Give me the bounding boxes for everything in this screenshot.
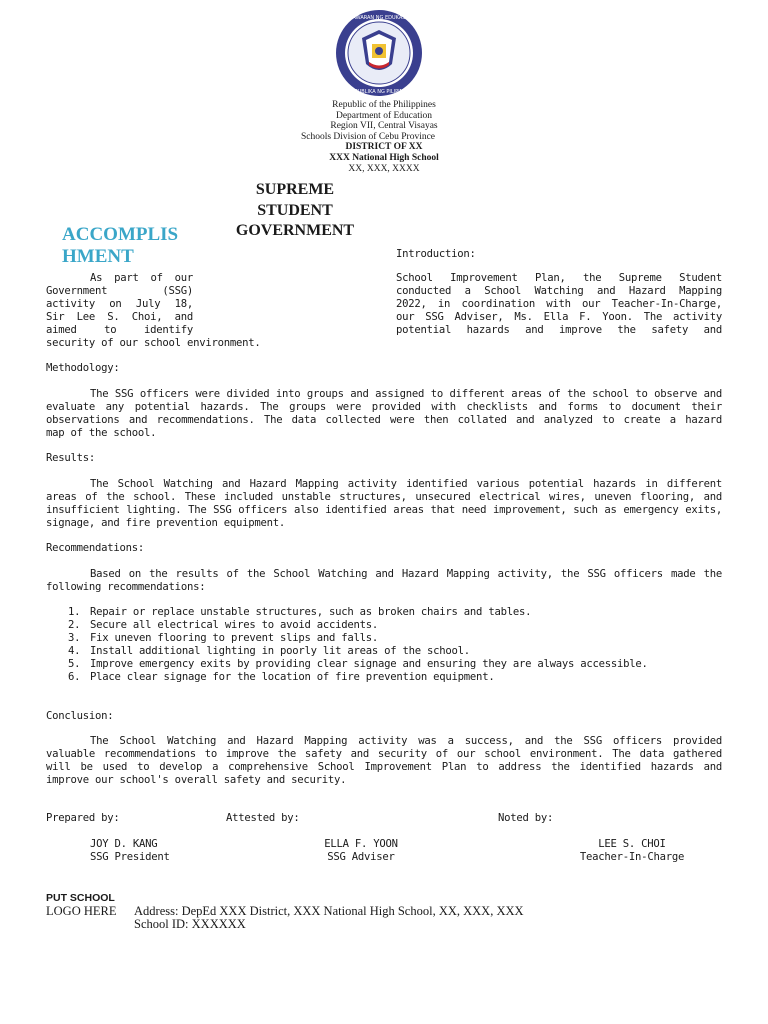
- header-district: DISTRICT OF XX: [345, 142, 423, 153]
- recommendations-intro: Based on the results of the School Watching and Hazard Mapping activity, the SSG officers made the following recommendations:: [46, 568, 722, 593]
- methodology-text: The SSG officers were divided into groups and assigned to different areas of the school to observe and evaluate any potential hazards. The groups were provided with checklists and forms to document their observations and recommendations. The data collected were then collated and analyzed to create a hazard map of the school.: [46, 388, 722, 439]
- list-item: 5. Improve emergency exits by providing clear signage and ensuring they are always accessible.: [68, 658, 648, 670]
- prepared-role: SSG President: [90, 851, 170, 863]
- left-column-text: As part of our Government (SSG) activity on July 18, Sir Lee S. Choi, and aimed to identify: [46, 272, 193, 336]
- list-item: 1. Repair or replace unstable structures, such as broken chairs and tables.: [68, 606, 532, 618]
- recommendations-heading: Recommendations:: [46, 542, 145, 554]
- noted-name: LEE S. CHOI: [598, 838, 666, 850]
- document-title: ACCOMPLIS HMENT: [62, 224, 179, 267]
- header-department: Department of Education: [335, 110, 433, 121]
- introduction-heading: Introduction:: [396, 248, 476, 260]
- deped-seal-icon: [334, 8, 424, 98]
- recommendations-list: [46, 606, 722, 684]
- header-division: Schools Division of Cebu Province: [300, 131, 436, 142]
- list-item: 6. Place clear signage for the location of fire prevention equipment.: [68, 671, 495, 683]
- list-item: 2. Secure all electrical wires to avoid accidents.: [68, 619, 379, 631]
- attested-by-label: Attested by:: [226, 812, 300, 824]
- noted-by-label: Noted by:: [498, 812, 554, 824]
- results-text: The School Watching and Hazard Mapping activity identified various potential hazards in different areas of the school. These included unstable structures, unsecured electrical wires, uneven flooring, and insufficient lighting. The SSG officers also identified areas that need improvement, such as emergency exits, signage, and fire prevention equipment.: [46, 478, 722, 529]
- left-column-last: security of our school environment.: [46, 337, 261, 349]
- conclusion-text: The School Watching and Hazard Mapping activity was a success, and the SSG officers provided valuable recommendations to improve the safety and security of our school environment. The data gathered will be used to develop a comprehensive School Improvement Plan to address the identified hazards and improve our school's overall safety and security.: [46, 735, 722, 786]
- prepared-by-label: Prepared by:: [46, 812, 120, 824]
- prepared-name: JOY D. KANG: [90, 838, 158, 850]
- footer-school-id: School ID: XXXXXX: [134, 917, 246, 931]
- attested-name: ELLA F. YOON: [324, 838, 398, 850]
- list-item: 4. Install additional lighting in poorly lit areas of the school.: [68, 645, 470, 657]
- list-item: 3. Fix uneven flooring to prevent slips and falls.: [68, 632, 379, 644]
- conclusion-heading: Conclusion:: [46, 710, 114, 722]
- introduction-text: School Improvement Plan, the Supreme Student conducted a School Watching and Hazard Mapping 2022, in coordination with our Teacher-In-Charge, our SSG Adviser, Ms. Ella F. Yoon. The activity potential hazards and improve the safety and: [396, 272, 722, 336]
- svg-text:REPUBLIKA NG PILIPINAS: REPUBLIKA NG PILIPINAS: [348, 89, 410, 95]
- header-address: XX, XXX, XXXX: [348, 163, 420, 174]
- header-school: XXX National High School: [329, 152, 439, 163]
- attested-role: SSG Adviser: [327, 851, 395, 863]
- org-title: SUPREME STUDENT GOVERNMENT: [235, 181, 355, 239]
- results-heading: Results:: [46, 452, 96, 464]
- methodology-heading: Methodology:: [46, 362, 120, 374]
- svg-text:KAGAWARAN NG EDUKASYON: KAGAWARAN NG EDUKASYON: [342, 15, 416, 21]
- noted-role: Teacher-In-Charge: [579, 851, 685, 863]
- footer-address: Address: DepEd XXX District, XXX National High School, XX, XXX, XXX: [134, 904, 524, 918]
- logo-placeholder-line2: LOGO HERE: [46, 904, 117, 918]
- header-region: Region VII, Central Visayas: [330, 121, 438, 132]
- header-republic: Republic of the Philippines: [332, 100, 436, 110]
- logo-placeholder-line1: PUT SCHOOL: [46, 892, 115, 904]
